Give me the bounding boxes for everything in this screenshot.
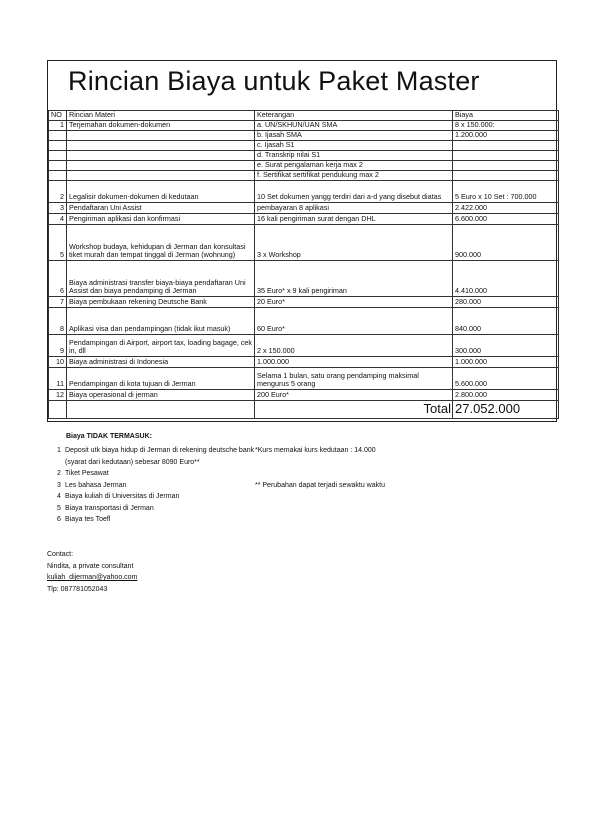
row-keterangan: 60 Euro*	[255, 308, 453, 335]
table-header-row	[49, 111, 559, 121]
contact-email-link[interactable]: kuliah_dijerman@yahoo.com	[47, 574, 138, 581]
row-biaya: 2.422.000	[453, 203, 559, 214]
row-biaya: 8 x 150.000:	[453, 121, 559, 131]
row-keterangan: d. Transkrip nilai S1	[255, 151, 453, 161]
row-no: 9	[49, 335, 67, 357]
row-biaya: 300.000	[453, 335, 559, 357]
row-biaya	[453, 161, 559, 171]
row-biaya: 280.000	[453, 297, 559, 308]
total-row	[49, 401, 559, 419]
list-item-number: 2	[57, 470, 61, 477]
row-keterangan: e. Surat pengalaman kerja max 2	[255, 161, 453, 171]
row-no	[49, 171, 67, 181]
row-keterangan: Selama 1 bulan, satu orang pendamping maksimal mengurus 5 orang	[255, 368, 453, 390]
row-keterangan: 20 Euro*	[255, 297, 453, 308]
table-row	[49, 203, 559, 214]
list-item	[57, 491, 297, 503]
table-row	[49, 390, 559, 401]
contact-label: Contact:	[47, 551, 74, 558]
table-row	[49, 151, 559, 161]
row-biaya: 900.000	[453, 225, 559, 261]
row-biaya: 6.600.000	[453, 214, 559, 225]
row-no: 2	[49, 181, 67, 203]
column-header-keterangan: Keterangan	[255, 111, 453, 121]
row-biaya	[453, 171, 559, 181]
row-keterangan: 3 x Workshop	[255, 225, 453, 261]
table-row	[49, 308, 559, 335]
table-row	[49, 297, 559, 308]
table-row	[49, 214, 559, 225]
table-row	[49, 171, 559, 181]
row-biaya: 2.800.000	[453, 390, 559, 401]
list-item	[57, 503, 297, 515]
row-keterangan: c. Ijasah S1	[255, 141, 453, 151]
table-row	[49, 131, 559, 141]
row-materi: Biaya pembukaan rekening Deutsche Bank	[67, 297, 255, 308]
list-item-text: Tiket Pesawat	[65, 470, 109, 477]
table-row	[49, 261, 559, 297]
row-materi: Pendampingan di kota tujuan di Jerman	[67, 368, 255, 390]
row-materi: Biaya operasional di jerman	[67, 390, 255, 401]
table-row	[49, 225, 559, 261]
list-item-text: Biaya tes Toefl	[65, 516, 111, 523]
row-materi: Pendaftaran Uni Assist	[67, 203, 255, 214]
row-no: 12	[49, 390, 67, 401]
row-no: 10	[49, 357, 67, 368]
row-biaya	[453, 141, 559, 151]
cost-table	[48, 110, 559, 419]
row-no	[49, 141, 67, 151]
table-row	[49, 181, 559, 203]
list-item	[57, 514, 297, 526]
row-biaya: 840.000	[453, 308, 559, 335]
table-row	[49, 161, 559, 171]
row-materi: Aplikasi visa dan pendampingan (tidak ikut masuk)	[67, 308, 255, 335]
row-materi: Biaya administrasi transfer biaya-biaya pendaftaran Uni Assist dan biaya pendamping di Jerman	[67, 261, 255, 297]
list-item-number: 6	[57, 516, 61, 523]
list-item	[57, 468, 297, 480]
list-item-number: 3	[57, 481, 61, 489]
row-no: 6	[49, 261, 67, 297]
row-no: 4	[49, 214, 67, 225]
row-no: 7	[49, 297, 67, 308]
row-materi: Pendampingan di Airport, airport tax, loading bagage, cek in, dll	[67, 335, 255, 357]
column-header-biaya: Biaya	[453, 111, 559, 121]
row-keterangan: 2 x 150.000	[255, 335, 453, 357]
row-materi	[67, 171, 255, 181]
row-keterangan: 10 Set dokumen yangg terdiri dari a-d yang disebut diatas	[255, 181, 453, 203]
kurs-note: *Kurs memakai kurs kedutaan : 14.000	[255, 447, 376, 454]
list-item-text: Biaya kuliah di Universitas di Jerman	[65, 493, 180, 500]
page-title: Rincian Biaya untuk Paket Master	[68, 66, 480, 96]
row-keterangan: b. Ijasah SMA	[255, 131, 453, 141]
table-row	[49, 121, 559, 131]
row-biaya: 4.410.000	[453, 261, 559, 297]
row-biaya: 1.000.000	[453, 357, 559, 368]
row-keterangan: f. Sertifikat sertifikat pendukung max 2	[255, 171, 453, 181]
cost-sheet	[47, 60, 557, 422]
row-materi: Biaya administrasi di Indonesia	[67, 357, 255, 368]
total-label: Total	[255, 401, 453, 419]
contact-block	[47, 549, 137, 595]
row-biaya	[453, 151, 559, 161]
row-biaya: 1.200.000	[453, 131, 559, 141]
list-item-number: 4	[57, 493, 61, 500]
row-materi: Workshop budaya, kehidupan di Jerman dan konsultasi tiket murah dan tempat tinggal di Jerman (wohnung)	[67, 225, 255, 261]
row-keterangan: 35 Euro* x 9 kali pengiriman	[255, 261, 453, 297]
table-row	[49, 335, 559, 357]
list-item-text: Les bahasa Jerman	[65, 481, 127, 489]
row-keterangan: 1.000.000	[255, 357, 453, 368]
change-note: ** Perubahan dapat terjadi sewaktu waktu	[255, 482, 385, 489]
contact-name: Nindita, a private consultant	[47, 562, 134, 570]
row-materi	[67, 141, 255, 151]
table-row	[49, 368, 559, 390]
list-item-text: Deposit utk biaya hidup di Jerman di rekening deutsche bank (syarat dari kedutaan) sebesar 8090 Euro**	[65, 447, 255, 466]
row-biaya: 5 Euro x 10 Set : 700.000	[453, 181, 559, 203]
contact-phone: Tlp: 087781052043	[47, 585, 108, 593]
column-header-materi: Rincian Materi	[67, 111, 255, 121]
column-header-no: NO	[49, 111, 67, 121]
total-value: 27.052.000	[453, 401, 559, 419]
row-materi	[67, 151, 255, 161]
table-row	[49, 357, 559, 368]
list-item-number: 5	[57, 504, 61, 512]
row-keterangan: 16 kali pengiriman surat dengan DHL	[255, 214, 453, 225]
row-materi: Legalisir dokumen-dokumen di kedutaan	[67, 181, 255, 203]
row-keterangan: a. UN/SKHUN/UAN SMA	[255, 121, 453, 131]
exclusions-title: Biaya TIDAK TERMASUK:	[66, 433, 152, 440]
row-materi	[67, 131, 255, 141]
row-no: 11	[49, 368, 67, 390]
row-no: 3	[49, 203, 67, 214]
row-materi: Pengiriman aplikasi dan konfirmasi	[67, 214, 255, 225]
row-keterangan: 200 Euro*	[255, 390, 453, 401]
row-materi: Terjemahan dokumen-dokumen	[67, 121, 255, 131]
list-item-text: Biaya transportasi di Jerman	[65, 504, 154, 512]
row-no	[49, 151, 67, 161]
table-row	[49, 141, 559, 151]
row-no: 5	[49, 225, 67, 261]
row-no	[49, 161, 67, 171]
row-no: 8	[49, 308, 67, 335]
row-no: 1	[49, 121, 67, 131]
row-biaya: 5.600.000	[453, 368, 559, 390]
list-item-number: 1	[57, 447, 61, 454]
row-no	[49, 131, 67, 141]
row-materi	[67, 161, 255, 171]
row-keterangan: pembayaran 8 aplikasi	[255, 203, 453, 214]
